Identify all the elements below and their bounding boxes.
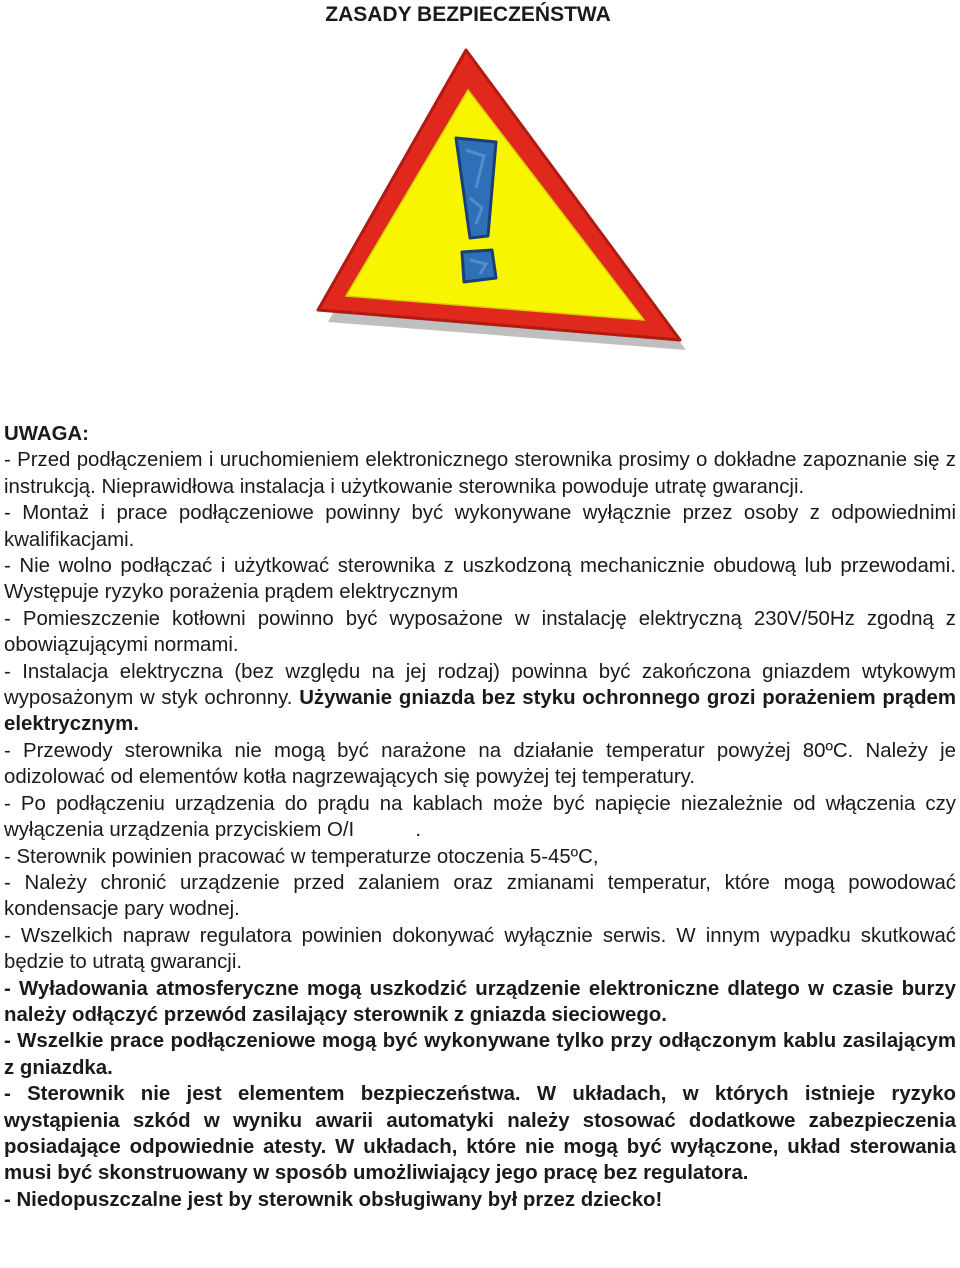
rule-item: - Po podłączeniu urządzenia do prądu na kablach może być napięcie niezależnie od włączenia czy wyłączenia urządzenia przyciskiem O/I . [4,792,956,842]
rule-item: - Przewody sterownika nie mogą być narażone na działanie temperatur powyżej 80ºC. Należy je odizolować od elementów kotła nagrzewających się powyżej tej temperatury. [4,739,956,789]
rule-item-bold: - Wszelkie prace podłączeniowe mogą być wykonywane tylko przy odłączonym kablu zasilającym z gniazdka. [4,1030,956,1079]
rule-item: - Instalacja elektryczna (bez względu na jej rodzaj) powinna być zakończona gniazdem wtykowym wyposażonym w styk ochronny. Używanie gniazda bez styku ochronnego grozi porażeniem prądem elektrycznym. [4,660,956,736]
safety-rules [4,421,956,1213]
rule-item: - Montaż i prace podłączeniowe powinny być wykonywane wyłącznie przez osoby z odpowiednimi kwalifikacjami. [4,502,956,551]
exclamation-warning-icon [310,38,690,368]
warning-heading: UWAGA: [4,423,89,445]
rule-item-bold: - Sterownik nie jest elementem bezpieczeństwa. W układach, w których istnieje ryzyko wystąpienia szkód w wyniku awarii automatyki należy stosować dodatkowe zabezpieczenia posiadające odpowiednie atesty. W układach, które nie mogą być wyłączone, układ sterowania musi być skonstruowany w sposób umożliwiający jego pracę bez regulatora. [4,1083,956,1185]
page-title: ZASADY BEZPIECZEŃSTWA [325,3,611,26]
rule-item: - Należy chronić urządzenie przed zalaniem oraz zmianami temperatur, które mogą powodować kondensacje pary wodnej. [4,871,956,921]
rule-item: - Wszelkich napraw regulatora powinien dokonywać wyłącznie serwis. W innym wypadku skutkować będzie to utratą gwarancji. [4,924,956,974]
rule-item: - Pomieszczenie kotłowni powinno być wyposażone w instalację elektryczną 230V/50Hz zgodną z obowiązującymi normami. [4,607,956,657]
rule-item: - Sterownik powinien pracować w temperaturze otoczenia 5-45ºC, [4,845,599,868]
rule-item: - Nie wolno podłączać i użytkować sterownika z uszkodzoną mechanicznie obudową lub przewodami. Występuje ryzyko porażenia prądem elektrycznym [4,555,956,604]
rule-item-bold: - Wyładowania atmosferyczne mogą uszkodzić urządzenie elektroniczne dlatego w czasie burzy należy odłączyć przewód zasilający sterownik z gniazda sieciowego. [4,977,956,1026]
rule-item: - Przed podłączeniem i uruchomieniem elektronicznego sterownika prosimy o dokładne zapoznanie się z instrukcją. Nieprawidłowa instalacja i użytkowanie sterownika powoduje utratę gwarancji. [4,449,956,498]
rule-item-bold: - Niedopuszczalne jest by sterownik obsługiwany był przez dziecko! [4,1188,663,1211]
exclamation-dot [462,250,496,282]
